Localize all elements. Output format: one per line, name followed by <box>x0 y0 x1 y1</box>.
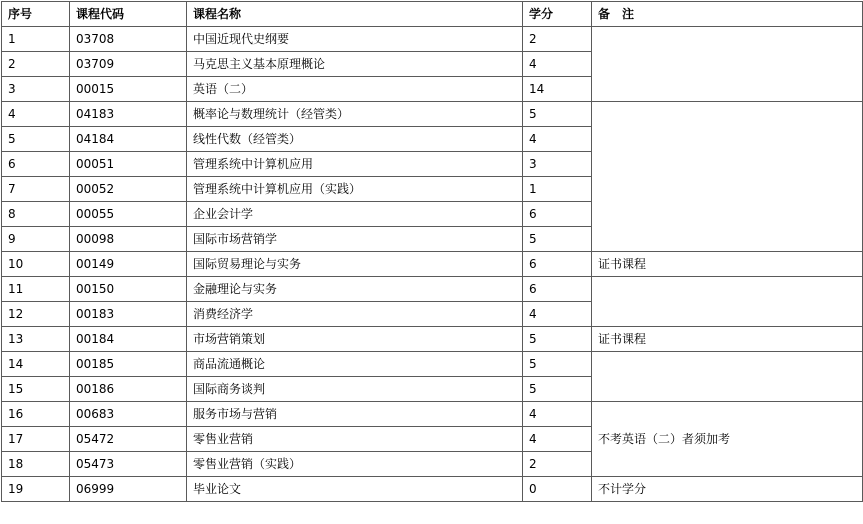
cell-code: 00185 <box>70 352 187 377</box>
cell-credit: 5 <box>523 327 592 352</box>
cell-name: 中国近现代史纲要 <box>187 27 523 52</box>
cell-seq: 1 <box>2 27 70 52</box>
table-row <box>2 27 863 52</box>
table-row <box>2 327 863 352</box>
cell-code: 00051 <box>70 152 187 177</box>
cell-name: 消费经济学 <box>187 302 523 327</box>
cell-seq: 10 <box>2 252 70 277</box>
table-row <box>2 252 863 277</box>
cell-code: 00186 <box>70 377 187 402</box>
cell-name: 服务市场与营销 <box>187 402 523 427</box>
cell-code: 00055 <box>70 202 187 227</box>
header-remark: 备 注 <box>592 2 863 27</box>
cell-credit: 4 <box>523 127 592 152</box>
cell-seq: 11 <box>2 277 70 302</box>
cell-seq: 3 <box>2 77 70 102</box>
cell-credit: 4 <box>523 302 592 327</box>
cell-credit: 2 <box>523 452 592 477</box>
table-row <box>2 352 863 377</box>
cell-credit: 5 <box>523 377 592 402</box>
cell-code: 00098 <box>70 227 187 252</box>
cell-name: 管理系统中计算机应用 <box>187 152 523 177</box>
cell-code: 00683 <box>70 402 187 427</box>
cell-code: 00184 <box>70 327 187 352</box>
cell-code: 05472 <box>70 427 187 452</box>
cell-name: 商品流通概论 <box>187 352 523 377</box>
cell-credit: 14 <box>523 77 592 102</box>
cell-name: 线性代数（经管类） <box>187 127 523 152</box>
cell-code: 04183 <box>70 102 187 127</box>
cell-name: 概率论与数理统计（经管类） <box>187 102 523 127</box>
cell-credit: 3 <box>523 152 592 177</box>
cell-code: 05473 <box>70 452 187 477</box>
cell-name: 零售业营销 <box>187 427 523 452</box>
cell-code: 00183 <box>70 302 187 327</box>
cell-credit: 6 <box>523 252 592 277</box>
cell-remark: 不计学分 <box>592 477 863 502</box>
cell-name: 管理系统中计算机应用（实践） <box>187 177 523 202</box>
cell-remark <box>592 27 863 102</box>
cell-credit: 1 <box>523 177 592 202</box>
course-table <box>1 1 863 502</box>
header-code: 课程代码 <box>70 2 187 27</box>
cell-seq: 5 <box>2 127 70 152</box>
cell-seq: 15 <box>2 377 70 402</box>
cell-remark <box>592 277 863 327</box>
cell-seq: 13 <box>2 327 70 352</box>
cell-credit: 4 <box>523 427 592 452</box>
cell-credit: 2 <box>523 27 592 52</box>
cell-code: 04184 <box>70 127 187 152</box>
cell-name: 马克思主义基本原理概论 <box>187 52 523 77</box>
table-row <box>2 402 863 427</box>
cell-seq: 7 <box>2 177 70 202</box>
cell-remark <box>592 102 863 252</box>
cell-code: 06999 <box>70 477 187 502</box>
cell-name: 毕业论文 <box>187 477 523 502</box>
header-credit: 学分 <box>523 2 592 27</box>
cell-name: 金融理论与实务 <box>187 277 523 302</box>
cell-code: 00149 <box>70 252 187 277</box>
cell-credit: 4 <box>523 52 592 77</box>
cell-seq: 2 <box>2 52 70 77</box>
table-row <box>2 102 863 127</box>
cell-seq: 12 <box>2 302 70 327</box>
cell-credit: 5 <box>523 352 592 377</box>
cell-seq: 19 <box>2 477 70 502</box>
cell-code: 03708 <box>70 27 187 52</box>
cell-seq: 14 <box>2 352 70 377</box>
cell-seq: 6 <box>2 152 70 177</box>
cell-seq: 4 <box>2 102 70 127</box>
cell-seq: 18 <box>2 452 70 477</box>
cell-name: 国际市场营销学 <box>187 227 523 252</box>
cell-seq: 8 <box>2 202 70 227</box>
cell-credit: 6 <box>523 202 592 227</box>
cell-code: 03709 <box>70 52 187 77</box>
cell-seq: 17 <box>2 427 70 452</box>
cell-code: 00052 <box>70 177 187 202</box>
cell-seq: 9 <box>2 227 70 252</box>
cell-credit: 5 <box>523 227 592 252</box>
cell-credit: 6 <box>523 277 592 302</box>
cell-name: 零售业营销（实践） <box>187 452 523 477</box>
header-seq: 序号 <box>2 2 70 27</box>
cell-remark: 证书课程 <box>592 327 863 352</box>
cell-name: 市场营销策划 <box>187 327 523 352</box>
table-row <box>2 277 863 302</box>
header-name: 课程名称 <box>187 2 523 27</box>
cell-remark: 不考英语（二）者须加考 <box>592 402 863 477</box>
cell-name: 国际贸易理论与实务 <box>187 252 523 277</box>
header-row <box>2 2 863 27</box>
cell-seq: 16 <box>2 402 70 427</box>
cell-credit: 0 <box>523 477 592 502</box>
cell-code: 00150 <box>70 277 187 302</box>
table-row <box>2 477 863 502</box>
cell-credit: 5 <box>523 102 592 127</box>
cell-name: 英语（二） <box>187 77 523 102</box>
cell-name: 企业会计学 <box>187 202 523 227</box>
cell-credit: 4 <box>523 402 592 427</box>
cell-remark <box>592 352 863 402</box>
cell-remark: 证书课程 <box>592 252 863 277</box>
cell-code: 00015 <box>70 77 187 102</box>
cell-name: 国际商务谈判 <box>187 377 523 402</box>
